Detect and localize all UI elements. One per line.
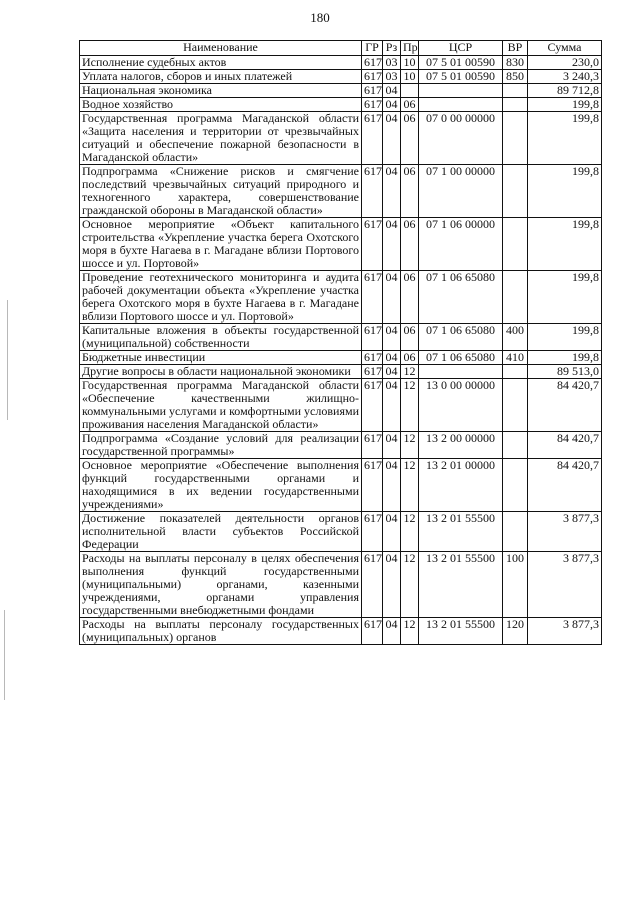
scan-edge-mark xyxy=(7,300,8,420)
row-name-cell: Проведение геотехнического мониторинга и аудита рабочей документации объекта «Укрепление участка берега Охотского моря в бухте Нагаева в г. Магадане вблизи Портового шоссе и ул. Портовой» xyxy=(80,271,362,324)
row-rz-cell: 04 xyxy=(383,552,401,618)
table-row xyxy=(80,56,602,70)
row-vr-cell xyxy=(503,98,528,112)
row-sum-cell: 3 877,3 xyxy=(528,552,602,618)
row-gr-cell: 617 xyxy=(362,112,383,165)
row-pr-cell: 12 xyxy=(401,365,419,379)
row-csr-cell: 07 5 01 00590 xyxy=(419,70,503,84)
row-vr-cell xyxy=(503,379,528,432)
row-rz-cell: 04 xyxy=(383,351,401,365)
row-gr-cell: 617 xyxy=(362,84,383,98)
row-rz-cell: 04 xyxy=(383,218,401,271)
row-pr-cell: 06 xyxy=(401,165,419,218)
row-rz-cell: 04 xyxy=(383,379,401,432)
table-row xyxy=(80,271,602,324)
row-pr-cell: 12 xyxy=(401,512,419,552)
table-row xyxy=(80,512,602,552)
row-rz-cell: 04 xyxy=(383,271,401,324)
row-vr-cell: 100 xyxy=(503,552,528,618)
row-name-cell: Достижение показателей деятельности органов исполнительной власти субъектов Российской Федерации xyxy=(80,512,362,552)
row-gr-cell: 617 xyxy=(362,56,383,70)
row-rz-cell: 04 xyxy=(383,512,401,552)
header-pr: Пр xyxy=(401,41,419,56)
row-rz-cell: 04 xyxy=(383,165,401,218)
row-gr-cell: 617 xyxy=(362,379,383,432)
row-vr-cell xyxy=(503,432,528,459)
row-name-cell: Бюджетные инвестиции xyxy=(80,351,362,365)
row-vr-cell xyxy=(503,512,528,552)
row-pr-cell: 12 xyxy=(401,459,419,512)
header-csr: ЦСР xyxy=(419,41,503,56)
row-name-cell: Водное хозяйство xyxy=(80,98,362,112)
row-pr-cell: 06 xyxy=(401,351,419,365)
row-vr-cell: 400 xyxy=(503,324,528,351)
row-name-cell: Другие вопросы в области национальной экономики xyxy=(80,365,362,379)
row-vr-cell: 410 xyxy=(503,351,528,365)
table-row xyxy=(80,432,602,459)
page-number: 180 xyxy=(310,10,330,25)
row-pr-cell: 06 xyxy=(401,324,419,351)
row-rz-cell: 04 xyxy=(383,84,401,98)
row-name-cell: Уплата налогов, сборов и иных платежей xyxy=(80,70,362,84)
row-pr-cell: 12 xyxy=(401,379,419,432)
budget-table xyxy=(79,40,602,645)
row-name-cell: Подпрограмма «Снижение рисков и смягчение последствий чрезвычайных ситуаций природного и техногенного характера, совершенствование гражданской обороны в Магаданской области» xyxy=(80,165,362,218)
row-gr-cell: 617 xyxy=(362,365,383,379)
row-pr-cell: 06 xyxy=(401,218,419,271)
row-csr-cell: 07 5 01 00590 xyxy=(419,56,503,70)
row-gr-cell: 617 xyxy=(362,98,383,112)
row-pr-cell: 10 xyxy=(401,56,419,70)
row-csr-cell: 07 0 00 00000 xyxy=(419,112,503,165)
row-gr-cell: 617 xyxy=(362,351,383,365)
header-name: Наименование xyxy=(80,41,362,56)
table-row xyxy=(80,552,602,618)
row-csr-cell: 13 2 01 55500 xyxy=(419,552,503,618)
table-row xyxy=(80,351,602,365)
row-csr-cell: 13 2 01 55500 xyxy=(419,618,503,645)
row-pr-cell: 12 xyxy=(401,552,419,618)
row-vr-cell xyxy=(503,459,528,512)
row-pr-cell xyxy=(401,84,419,98)
row-vr-cell: 850 xyxy=(503,70,528,84)
row-name-cell: Подпрограмма «Создание условий для реализации государственной программы» xyxy=(80,432,362,459)
row-csr-cell: 07 1 06 65080 xyxy=(419,351,503,365)
row-sum-cell: 3 877,3 xyxy=(528,618,602,645)
row-sum-cell: 199,8 xyxy=(528,165,602,218)
row-gr-cell: 617 xyxy=(362,512,383,552)
row-rz-cell: 04 xyxy=(383,618,401,645)
table-row xyxy=(80,165,602,218)
row-csr-cell: 13 2 01 55500 xyxy=(419,512,503,552)
row-vr-cell: 120 xyxy=(503,618,528,645)
row-sum-cell: 199,8 xyxy=(528,98,602,112)
row-vr-cell xyxy=(503,165,528,218)
row-gr-cell: 617 xyxy=(362,271,383,324)
row-name-cell: Государственная программа Магаданской области «Обеспечение качественными жилищно-коммунальными услугами и комфортными условиями проживания населения Магаданской области» xyxy=(80,379,362,432)
row-csr-cell: 13 2 01 00000 xyxy=(419,459,503,512)
row-csr-cell: 13 2 00 00000 xyxy=(419,432,503,459)
row-gr-cell: 617 xyxy=(362,324,383,351)
row-gr-cell: 617 xyxy=(362,459,383,512)
table-row xyxy=(80,618,602,645)
row-csr-cell xyxy=(419,365,503,379)
row-sum-cell: 84 420,7 xyxy=(528,379,602,432)
row-name-cell: Расходы на выплаты персоналу государственных (муниципальных) органов xyxy=(80,618,362,645)
row-gr-cell: 617 xyxy=(362,165,383,218)
row-rz-cell: 04 xyxy=(383,112,401,165)
row-sum-cell: 84 420,7 xyxy=(528,432,602,459)
row-pr-cell: 10 xyxy=(401,70,419,84)
row-sum-cell: 230,0 xyxy=(528,56,602,70)
row-name-cell: Расходы на выплаты персоналу в целях обеспечения выполнения функций государственными (муниципальными) органами, казенными учреждениями, органами управления государственными внебюджетными фондами xyxy=(80,552,362,618)
row-sum-cell: 89 513,0 xyxy=(528,365,602,379)
row-name-cell: Исполнение судебных актов xyxy=(80,56,362,70)
row-sum-cell: 3 877,3 xyxy=(528,512,602,552)
row-rz-cell: 03 xyxy=(383,70,401,84)
row-sum-cell: 84 420,7 xyxy=(528,459,602,512)
header-rz: Рз xyxy=(383,41,401,56)
row-sum-cell: 199,8 xyxy=(528,271,602,324)
row-csr-cell: 13 0 00 00000 xyxy=(419,379,503,432)
row-vr-cell: 830 xyxy=(503,56,528,70)
table-header-row xyxy=(80,41,602,56)
row-sum-cell: 89 712,8 xyxy=(528,84,602,98)
row-gr-cell: 617 xyxy=(362,552,383,618)
table-row xyxy=(80,459,602,512)
row-name-cell: Капитальные вложения в объекты государственной (муниципальной) собственности xyxy=(80,324,362,351)
row-csr-cell: 07 1 06 65080 xyxy=(419,324,503,351)
row-gr-cell: 617 xyxy=(362,70,383,84)
row-sum-cell: 199,8 xyxy=(528,351,602,365)
row-pr-cell: 06 xyxy=(401,98,419,112)
header-gr: ГР xyxy=(362,41,383,56)
row-pr-cell: 12 xyxy=(401,432,419,459)
row-rz-cell: 03 xyxy=(383,56,401,70)
row-pr-cell: 06 xyxy=(401,271,419,324)
row-pr-cell: 12 xyxy=(401,618,419,645)
row-name-cell: Основное мероприятие «Объект капитального строительства «Укрепление участка берега Охотского моря в бухте Нагаева в г. Магадане вблизи Портового шоссе и ул. Портовой» xyxy=(80,218,362,271)
table-row xyxy=(80,379,602,432)
table-row xyxy=(80,84,602,98)
row-csr-cell: 07 1 00 00000 xyxy=(419,165,503,218)
row-vr-cell xyxy=(503,365,528,379)
table-row xyxy=(80,112,602,165)
row-rz-cell: 04 xyxy=(383,365,401,379)
row-csr-cell xyxy=(419,98,503,112)
scan-edge-mark xyxy=(4,610,5,700)
row-vr-cell xyxy=(503,112,528,165)
table-body xyxy=(80,56,602,645)
table-row xyxy=(80,324,602,351)
row-rz-cell: 04 xyxy=(383,432,401,459)
row-sum-cell: 199,8 xyxy=(528,112,602,165)
row-csr-cell: 07 1 06 65080 xyxy=(419,271,503,324)
row-csr-cell xyxy=(419,84,503,98)
table-row xyxy=(80,218,602,271)
row-vr-cell xyxy=(503,218,528,271)
row-csr-cell: 07 1 06 00000 xyxy=(419,218,503,271)
row-gr-cell: 617 xyxy=(362,218,383,271)
row-sum-cell: 199,8 xyxy=(528,218,602,271)
table-row xyxy=(80,98,602,112)
row-name-cell: Основное мероприятие «Обеспечение выполнения функций государственными органами и находящимися в их ведении государственными учреждениями» xyxy=(80,459,362,512)
header-vr: ВР xyxy=(503,41,528,56)
row-rz-cell: 04 xyxy=(383,459,401,512)
row-name-cell: Национальная экономика xyxy=(80,84,362,98)
row-gr-cell: 617 xyxy=(362,618,383,645)
row-pr-cell: 06 xyxy=(401,112,419,165)
row-sum-cell: 3 240,3 xyxy=(528,70,602,84)
row-gr-cell: 617 xyxy=(362,432,383,459)
row-vr-cell xyxy=(503,271,528,324)
row-name-cell: Государственная программа Магаданской области «Защита населения и территории от чрезвычайных ситуаций и обеспечение пожарной безопасности в Магаданской области» xyxy=(80,112,362,165)
row-vr-cell xyxy=(503,84,528,98)
row-sum-cell: 199,8 xyxy=(528,324,602,351)
row-rz-cell: 04 xyxy=(383,324,401,351)
table-row xyxy=(80,365,602,379)
header-sum: Сумма xyxy=(528,41,602,56)
row-rz-cell: 04 xyxy=(383,98,401,112)
table-row xyxy=(80,70,602,84)
